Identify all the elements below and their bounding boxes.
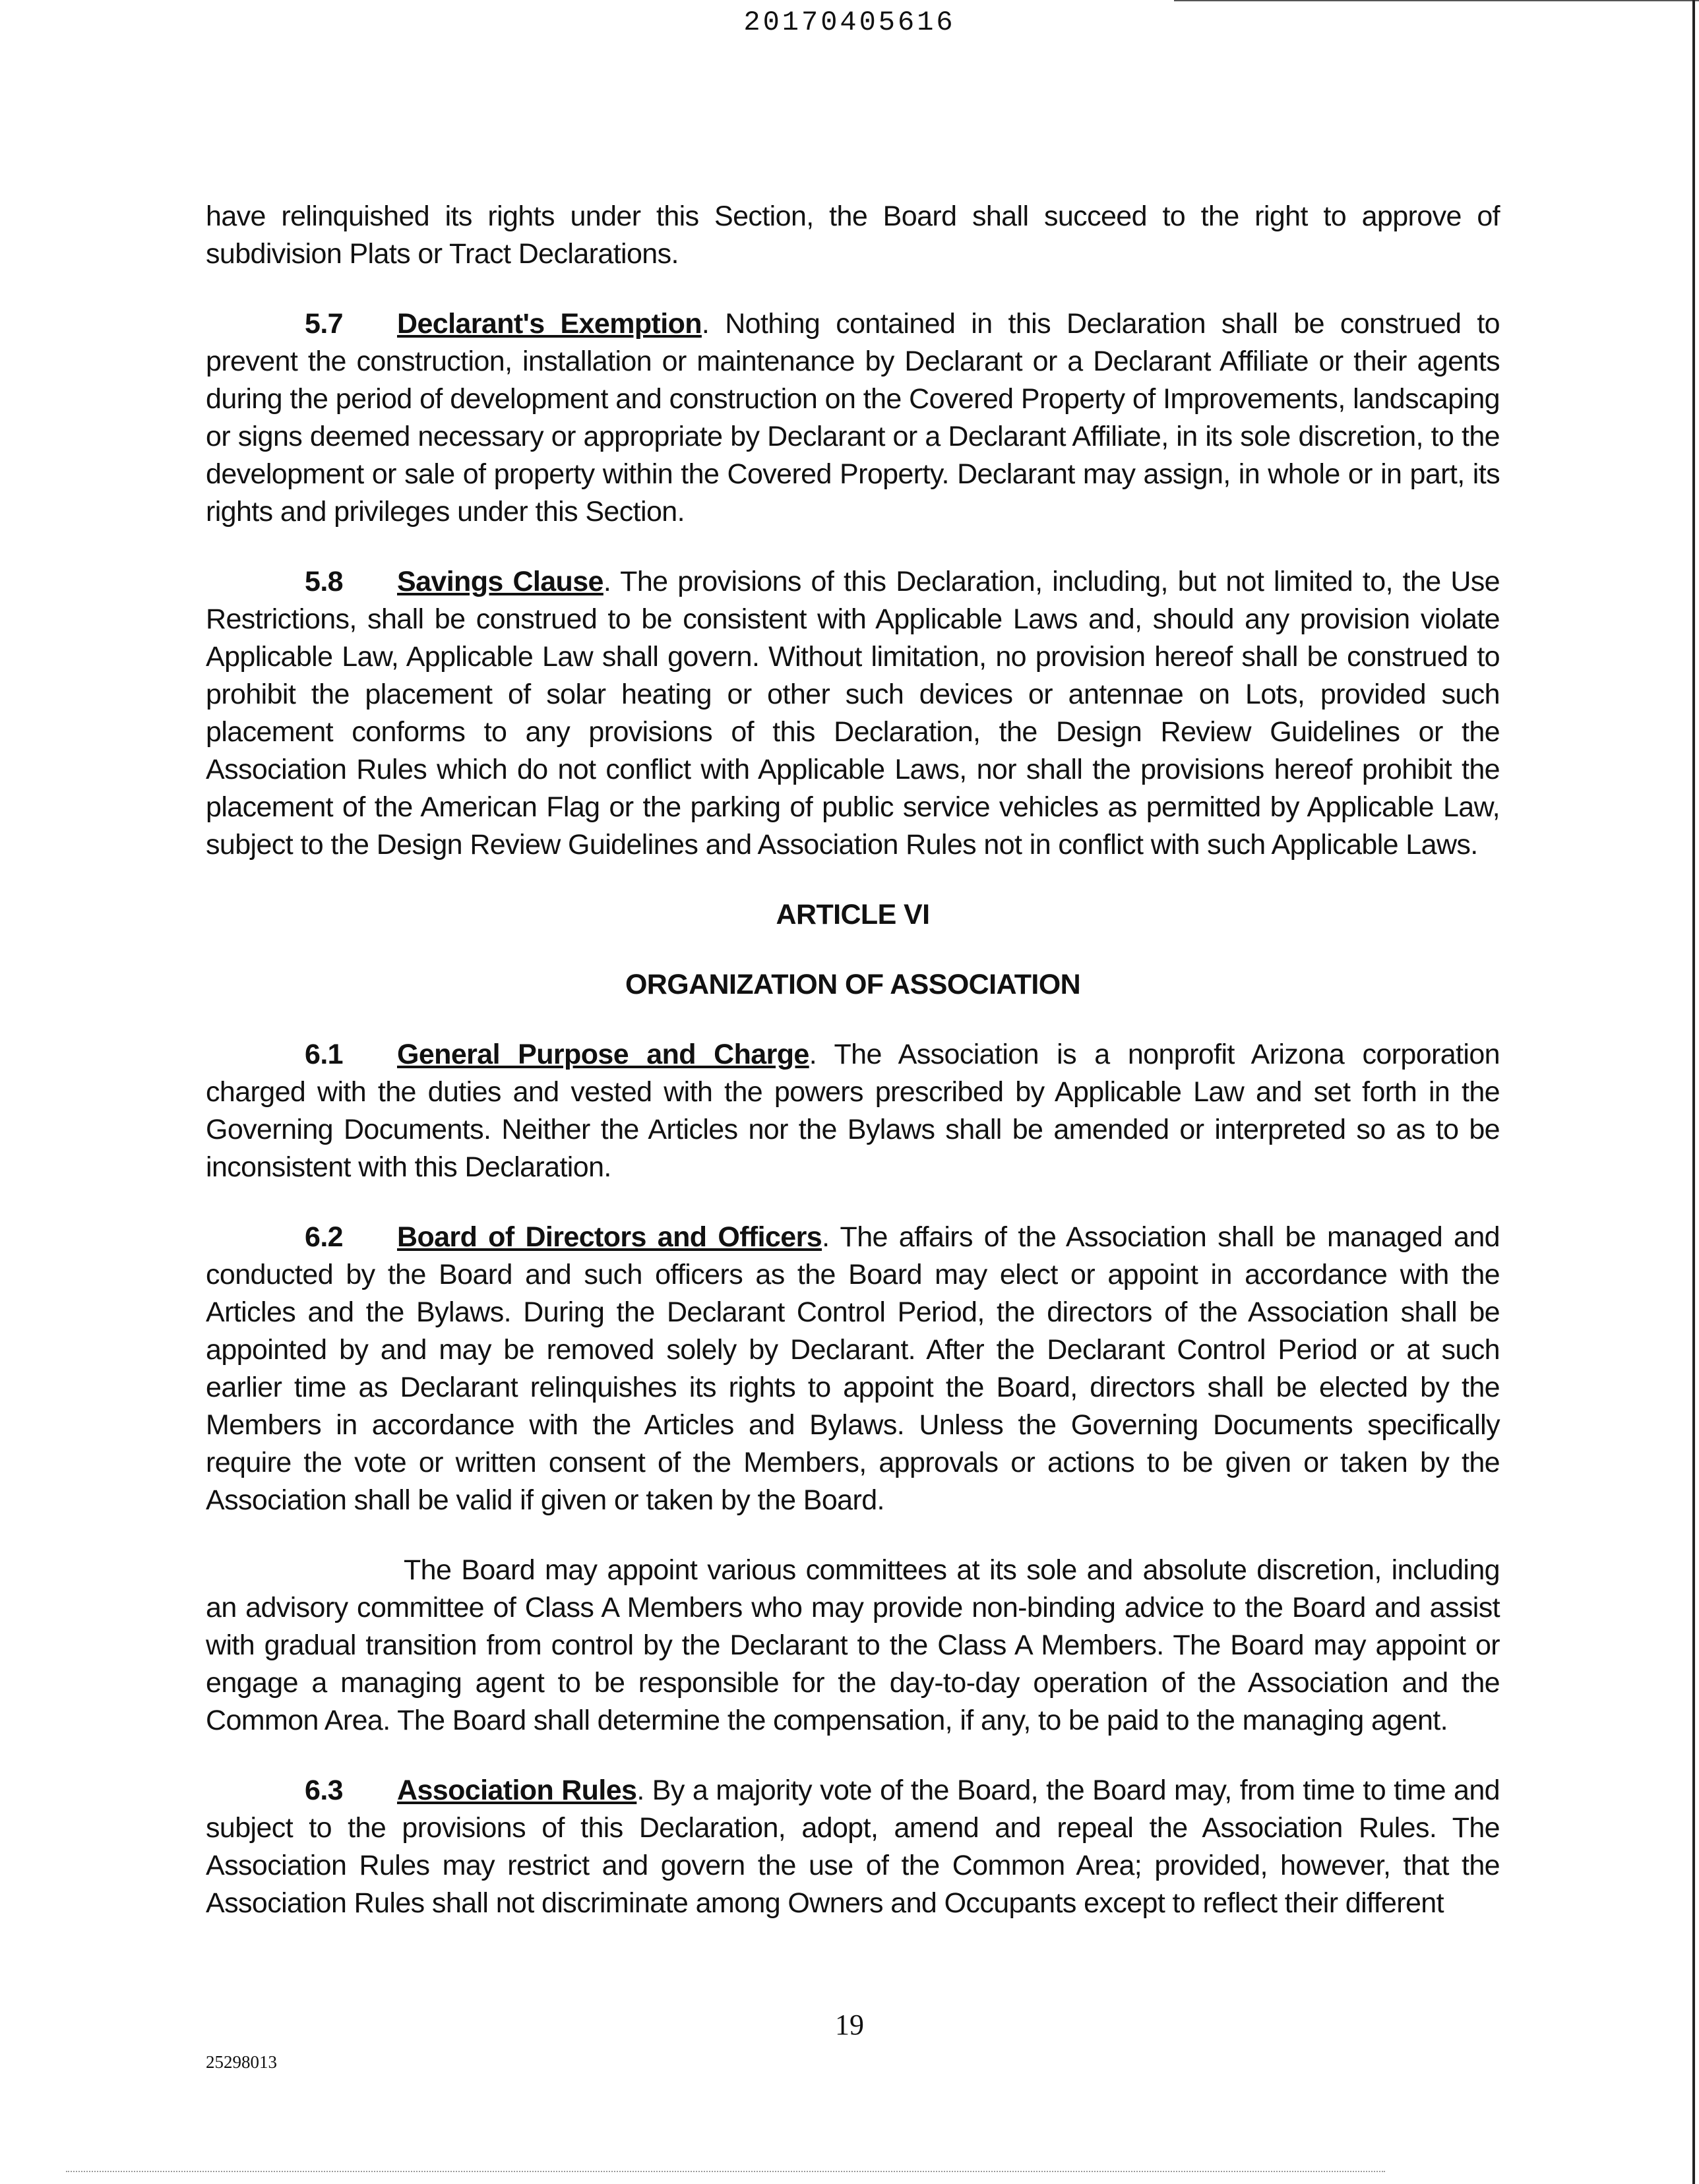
section-text: . The Association is a nonprofit Arizona corporation charged with the duties and vested with the powers prescribed by Applicable Law and set forth in the Governing Documents. Neither the Articles nor the Bylaws shall be amended or interpreted so as to be inconsistent with this Declaration.: [206, 1039, 1500, 1183]
scan-artifact-line: [66, 2171, 1385, 2173]
top-rule: [1174, 0, 1699, 1]
section-number: 5.7: [305, 308, 343, 340]
section-5-7: [206, 305, 1500, 531]
page-edge: [1692, 0, 1695, 2184]
section-number: 6.1: [305, 1039, 343, 1070]
article-title: ORGANIZATION OF ASSOCIATION: [625, 969, 1081, 1000]
article-heading: ARTICLE VI: [776, 899, 930, 930]
committees-paragraph: The Board may appoint various committees at its sole and absolute discretion, including an advisory committee of Class A Members who may provide non-binding advice to the Board and assist with gradual transition from control by the Declarant to the Class A Members. The Board may appoint or engage a managing agent to be responsible for the day-to-day operation of the Association and the Common Area. The Board shall determine the compensation, if any, to be paid to the managing agent.: [206, 1554, 1500, 1736]
section-6-3: [206, 1772, 1500, 1922]
section-5-8: [206, 563, 1500, 864]
section-number: 5.8: [305, 566, 343, 597]
section-text: . By a majority vote of the Board, the Board may, from time to time and subject to the provisions of this Declaration, adopt, amend and repeal the Association Rules. The Association Rules may restrict and govern the use of the Common Area; provided, however, that the Association Rules shall not discriminate among Owners and Occupants except to reflect their different: [206, 1774, 1500, 1919]
section-title: Savings Clause: [397, 566, 603, 597]
continuation-paragraph: have relinquished its rights under this Section, the Board shall succeed to the right to approve of subdivision Plats or Tract Declarations.: [206, 200, 1500, 270]
section-title: General Purpose and Charge: [397, 1039, 809, 1070]
page-number: 19: [835, 2009, 864, 2041]
section-number: 6.2: [305, 1221, 343, 1253]
section-number: 6.3: [305, 1774, 343, 1806]
section-title: Association Rules: [397, 1774, 637, 1806]
section-title: Board of Directors and Officers: [397, 1221, 822, 1253]
document-body: [206, 198, 1500, 1955]
section-6-2: [206, 1219, 1500, 1519]
section-title: Declarant's Exemption: [397, 308, 702, 340]
section-text: . The provisions of this Declaration, including, but not limited to, the Use Restrictions, shall be construed to be consistent with Applicable Laws and, should any provision violate Applicable Law, Applicable Law shall govern. Without limitation, no provision hereof shall be construed to prohibit the placement of solar heating or other such devices or antennae on Lots, provided such placement conforms to any provisions of this Declaration, the Design Review Guidelines or the Association Rules which do not conflict with Applicable Laws, nor shall the provisions hereof prohibit the placement of the American Flag or the parking of public service vehicles as permitted by Applicable Law, subject to the Design Review Guidelines and Association Rules not in conflict with such Applicable Laws.: [206, 566, 1500, 861]
footer-document-id: 25298013: [206, 2052, 277, 2072]
section-6-1: [206, 1036, 1500, 1186]
document-number: 20170405616: [743, 7, 956, 38]
section-text: . The affairs of the Association shall be managed and conducted by the Board and such officers as the Board may elect or appoint in accordance with the Articles and the Bylaws. During the Declarant Control Period, the directors of the Association shall be appointed by and may be removed solely by Declarant. After the Declarant Control Period or at such earlier time as Declarant relinquishes its rights to appoint the Board, directors shall be elected by the Members in accordance with the Articles and Bylaws. Unless the Governing Documents specifically require the vote or written consent of the Members, approvals or actions to be given or taken by the Association shall be valid if given or taken by the Board.: [206, 1221, 1500, 1516]
section-text: . Nothing contained in this Declaration shall be construed to prevent the construction, installation or maintenance by Declarant or a Declarant Affiliate or their agents during the period of development and construction on the Covered Property of Improvements, landscaping or signs deemed necessary or appropriate by Declarant or a Declarant Affiliate, in its sole discretion, to the development or sale of property within the Covered Property. Declarant may assign, in whole or in part, its rights and privileges under this Section.: [206, 308, 1500, 528]
